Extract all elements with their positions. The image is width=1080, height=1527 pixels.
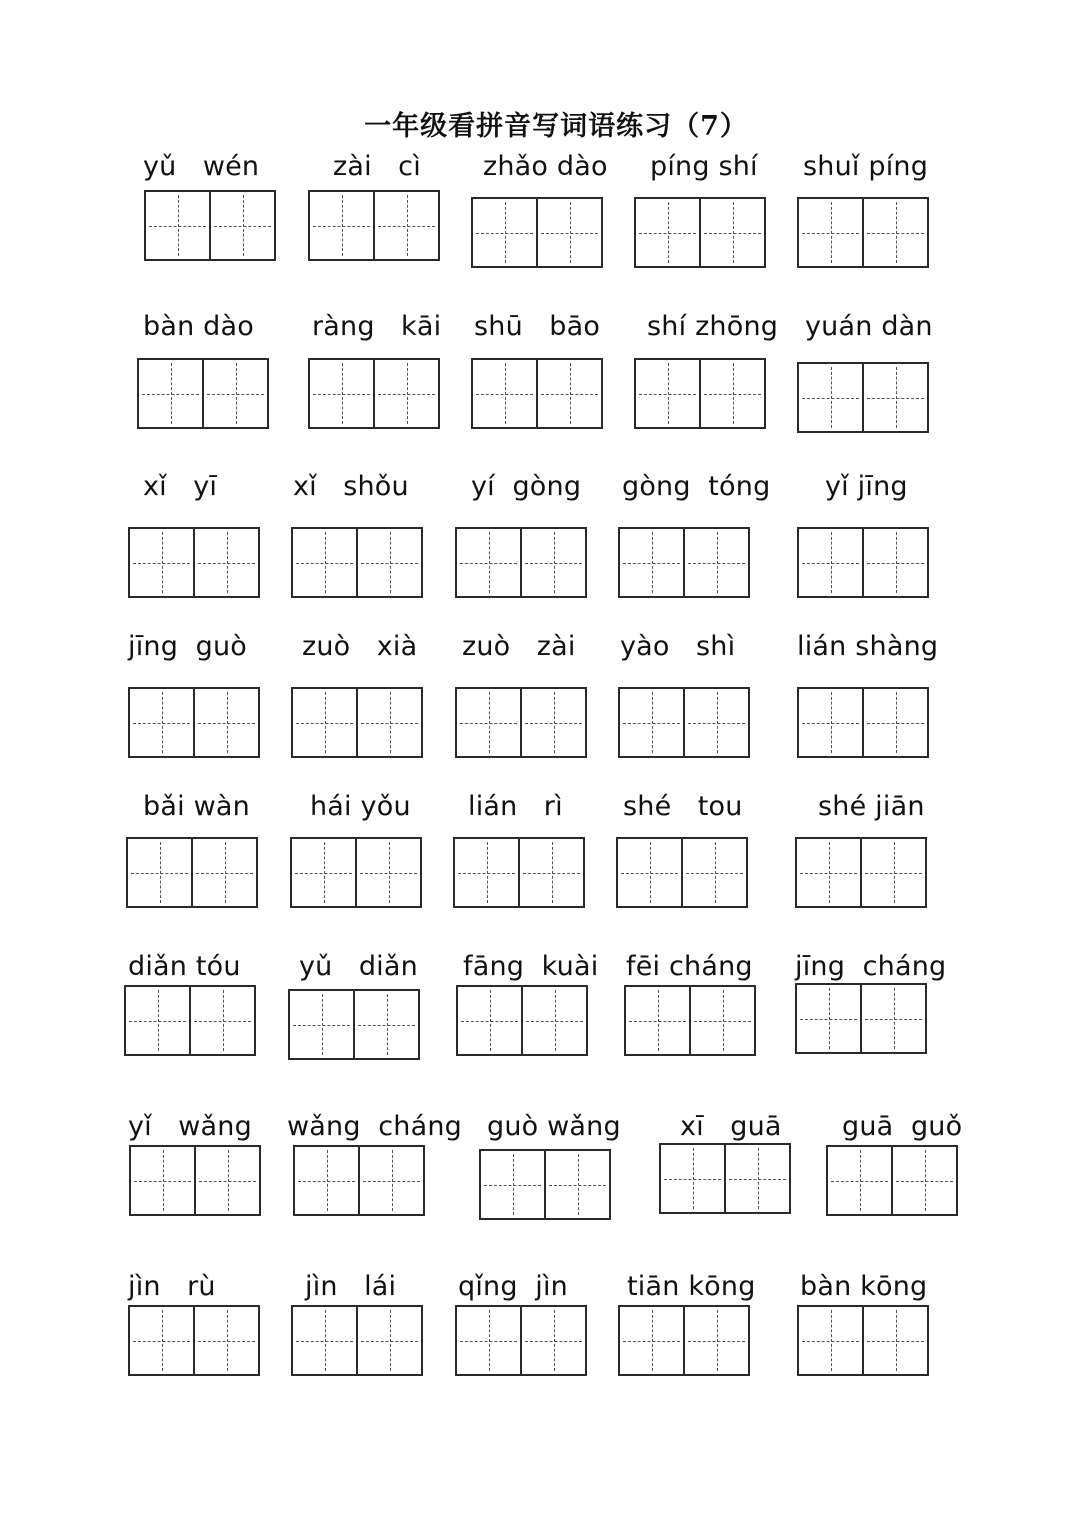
writing-box-pair[interactable] <box>795 837 927 908</box>
tianzige-cell[interactable] <box>521 987 586 1054</box>
tianzige-cell[interactable] <box>292 839 355 906</box>
tianzige-cell[interactable] <box>356 1307 421 1374</box>
tianzige-cell[interactable] <box>797 839 860 906</box>
writing-box-pair[interactable] <box>128 1305 260 1376</box>
writing-box-pair[interactable] <box>455 687 587 758</box>
writing-box-pair[interactable] <box>291 1305 423 1376</box>
tianzige-cell[interactable] <box>699 360 764 427</box>
writing-box-pair[interactable] <box>797 527 929 598</box>
writing-box-pair[interactable] <box>453 837 585 908</box>
tianzige-cell[interactable] <box>356 689 421 756</box>
tianzige-cell[interactable] <box>683 529 748 596</box>
tianzige-cell[interactable] <box>520 689 585 756</box>
tianzige-cell[interactable] <box>356 529 421 596</box>
pinyin-label: bàn dào <box>143 311 254 342</box>
writing-box-pair[interactable] <box>137 358 269 429</box>
pinyin-label: shuǐ píng <box>803 151 929 182</box>
tianzige-cell[interactable] <box>799 199 862 266</box>
tianzige-cell[interactable] <box>457 689 520 756</box>
tianzige-cell[interactable] <box>126 987 189 1054</box>
pinyin-label: yào shì <box>620 631 736 662</box>
writing-box-pair[interactable] <box>308 190 440 261</box>
pinyin-label: yǐ jīng <box>825 471 908 502</box>
writing-box-pair[interactable] <box>618 1305 750 1376</box>
tianzige-cell[interactable] <box>860 985 925 1052</box>
pinyin-label: ràng kāi <box>312 311 442 342</box>
pinyin-label: xǐ shǒu <box>293 471 409 502</box>
tianzige-cell[interactable] <box>293 1307 356 1374</box>
tianzige-cell[interactable] <box>544 1151 609 1218</box>
pinyin-label: zuò xià <box>302 631 418 662</box>
pinyin-label: jīng cháng <box>795 951 947 982</box>
tianzige-cell[interactable] <box>862 689 927 756</box>
tianzige-cell[interactable] <box>862 1307 927 1374</box>
tianzige-cell[interactable] <box>699 199 764 266</box>
writing-box-pair[interactable] <box>128 527 260 598</box>
writing-box-pair[interactable] <box>634 197 766 268</box>
tianzige-cell[interactable] <box>193 689 258 756</box>
tianzige-cell[interactable] <box>310 192 373 259</box>
writing-box-pair[interactable] <box>291 527 423 598</box>
writing-box-pair[interactable] <box>826 1145 958 1216</box>
tianzige-cell[interactable] <box>202 360 267 427</box>
pinyin-label: yǔ diǎn <box>299 951 418 982</box>
writing-box-pair[interactable] <box>455 527 587 598</box>
tianzige-cell[interactable] <box>131 1147 194 1214</box>
tianzige-cell[interactable] <box>862 199 927 266</box>
pinyin-label: bàn kōng <box>800 1271 928 1302</box>
pinyin-label: shí zhōng <box>647 311 779 342</box>
worksheet-title: 一年级看拼音写词语练习（7） <box>364 111 748 142</box>
pinyin-label: lián shàng <box>797 631 939 662</box>
tianzige-cell[interactable] <box>209 192 274 259</box>
tianzige-cell[interactable] <box>636 199 699 266</box>
pinyin-label: jīng guò <box>128 631 247 662</box>
writing-box-pair[interactable] <box>797 197 929 268</box>
writing-box-pair[interactable] <box>288 989 420 1060</box>
tianzige-cell[interactable] <box>193 529 258 596</box>
tianzige-cell[interactable] <box>797 985 860 1052</box>
tianzige-cell[interactable] <box>860 839 925 906</box>
writing-box-pair[interactable] <box>618 527 750 598</box>
pinyin-label: shū bāo <box>474 311 601 342</box>
writing-box-pair[interactable] <box>479 1149 611 1220</box>
tianzige-cell[interactable] <box>828 1147 891 1214</box>
tianzige-cell[interactable] <box>455 839 518 906</box>
tianzige-cell[interactable] <box>520 1307 585 1374</box>
tianzige-cell[interactable] <box>620 689 683 756</box>
tianzige-cell[interactable] <box>373 360 438 427</box>
tianzige-cell[interactable] <box>799 689 862 756</box>
pinyin-label: tiān kōng <box>627 1271 756 1302</box>
pinyin-label: xī guā <box>680 1111 782 1142</box>
tianzige-cell[interactable] <box>373 192 438 259</box>
tianzige-cell[interactable] <box>358 1147 423 1214</box>
tianzige-cell[interactable] <box>457 529 520 596</box>
pinyin-label: zài cì <box>333 151 421 182</box>
writing-box-pair[interactable] <box>456 985 588 1056</box>
tianzige-cell[interactable] <box>518 839 583 906</box>
tianzige-cell[interactable] <box>139 360 202 427</box>
writing-box-pair[interactable] <box>144 190 276 261</box>
tianzige-cell[interactable] <box>146 192 209 259</box>
writing-box-pair[interactable] <box>659 1143 791 1214</box>
pinyin-label: wǎng cháng <box>287 1111 462 1142</box>
tianzige-cell[interactable] <box>130 1307 193 1374</box>
tianzige-cell[interactable] <box>355 839 420 906</box>
pinyin-label: yǔ wén <box>143 151 260 182</box>
writing-box-pair[interactable] <box>129 1145 261 1216</box>
tianzige-cell[interactable] <box>799 529 862 596</box>
pinyin-label: shé tou <box>623 791 743 822</box>
tianzige-cell[interactable] <box>458 987 521 1054</box>
tianzige-cell[interactable] <box>661 1145 724 1212</box>
writing-box-pair[interactable] <box>797 687 929 758</box>
tianzige-cell[interactable] <box>536 360 601 427</box>
writing-box-pair[interactable] <box>795 983 927 1054</box>
pinyin-label: shé jiān <box>818 791 925 822</box>
pinyin-label: píng shí <box>650 151 758 182</box>
tianzige-cell[interactable] <box>473 360 536 427</box>
tianzige-cell[interactable] <box>862 529 927 596</box>
pinyin-label: bǎi wàn <box>143 791 250 822</box>
writing-box-pair[interactable] <box>126 837 258 908</box>
pinyin-label: yuán dàn <box>805 311 933 342</box>
tianzige-cell[interactable] <box>293 689 356 756</box>
writing-box-pair[interactable] <box>624 985 756 1056</box>
tianzige-cell[interactable] <box>520 529 585 596</box>
pinyin-label: yǐ wǎng <box>128 1111 252 1142</box>
tianzige-cell[interactable] <box>799 1307 862 1374</box>
writing-box-pair[interactable] <box>455 1305 587 1376</box>
writing-box-pair[interactable] <box>797 362 929 433</box>
tianzige-cell[interactable] <box>620 529 683 596</box>
tianzige-cell[interactable] <box>683 1307 748 1374</box>
writing-box-pair[interactable] <box>471 197 603 268</box>
tianzige-cell[interactable] <box>481 1151 544 1218</box>
pinyin-label: fēi cháng <box>626 951 753 982</box>
pinyin-label: yí gòng <box>471 471 582 502</box>
pinyin-label: zhǎo dào <box>483 151 608 182</box>
tianzige-cell[interactable] <box>620 1307 683 1374</box>
pinyin-label: hái yǒu <box>310 791 411 822</box>
pinyin-label: fāng kuài <box>463 951 599 982</box>
writing-box-pair[interactable] <box>616 837 748 908</box>
writing-box-pair[interactable] <box>290 837 422 908</box>
writing-box-pair[interactable] <box>293 1145 425 1216</box>
tianzige-cell[interactable] <box>130 689 193 756</box>
writing-box-pair[interactable] <box>634 358 766 429</box>
tianzige-cell[interactable] <box>293 529 356 596</box>
tianzige-cell[interactable] <box>457 1307 520 1374</box>
writing-box-pair[interactable] <box>618 687 750 758</box>
tianzige-cell[interactable] <box>618 839 681 906</box>
pinyin-label: guā guǒ <box>842 1111 963 1142</box>
tianzige-cell[interactable] <box>191 839 256 906</box>
tianzige-cell[interactable] <box>689 987 754 1054</box>
tianzige-cell[interactable] <box>626 987 689 1054</box>
tianzige-cell[interactable] <box>862 364 927 431</box>
tianzige-cell[interactable] <box>636 360 699 427</box>
pinyin-label: lián rì <box>468 791 563 822</box>
pinyin-label: gòng tóng <box>622 471 771 502</box>
writing-box-pair[interactable] <box>308 358 440 429</box>
tianzige-cell[interactable] <box>310 360 373 427</box>
pinyin-label: jìn rù <box>128 1271 216 1302</box>
tianzige-cell[interactable] <box>194 1147 259 1214</box>
tianzige-cell[interactable] <box>193 1307 258 1374</box>
tianzige-cell[interactable] <box>724 1145 789 1212</box>
tianzige-cell[interactable] <box>290 991 353 1058</box>
tianzige-cell[interactable] <box>353 991 418 1058</box>
pinyin-label: zuò zài <box>462 631 576 662</box>
pinyin-label: jìn lái <box>305 1271 397 1302</box>
writing-box-pair[interactable] <box>291 687 423 758</box>
writing-box-pair[interactable] <box>128 687 260 758</box>
pinyin-label: xǐ yī <box>143 471 218 502</box>
tianzige-cell[interactable] <box>536 199 601 266</box>
writing-box-pair[interactable] <box>797 1305 929 1376</box>
pinyin-label: diǎn tóu <box>128 951 241 982</box>
pinyin-label: guò wǎng <box>487 1111 621 1142</box>
tianzige-cell[interactable] <box>295 1147 358 1214</box>
tianzige-cell[interactable] <box>473 199 536 266</box>
writing-box-pair[interactable] <box>124 985 256 1056</box>
tianzige-cell[interactable] <box>130 529 193 596</box>
tianzige-cell[interactable] <box>891 1147 956 1214</box>
tianzige-cell[interactable] <box>799 364 862 431</box>
pinyin-label: qǐng jìn <box>458 1271 568 1302</box>
tianzige-cell[interactable] <box>683 689 748 756</box>
tianzige-cell[interactable] <box>681 839 746 906</box>
writing-box-pair[interactable] <box>471 358 603 429</box>
tianzige-cell[interactable] <box>128 839 191 906</box>
tianzige-cell[interactable] <box>189 987 254 1054</box>
